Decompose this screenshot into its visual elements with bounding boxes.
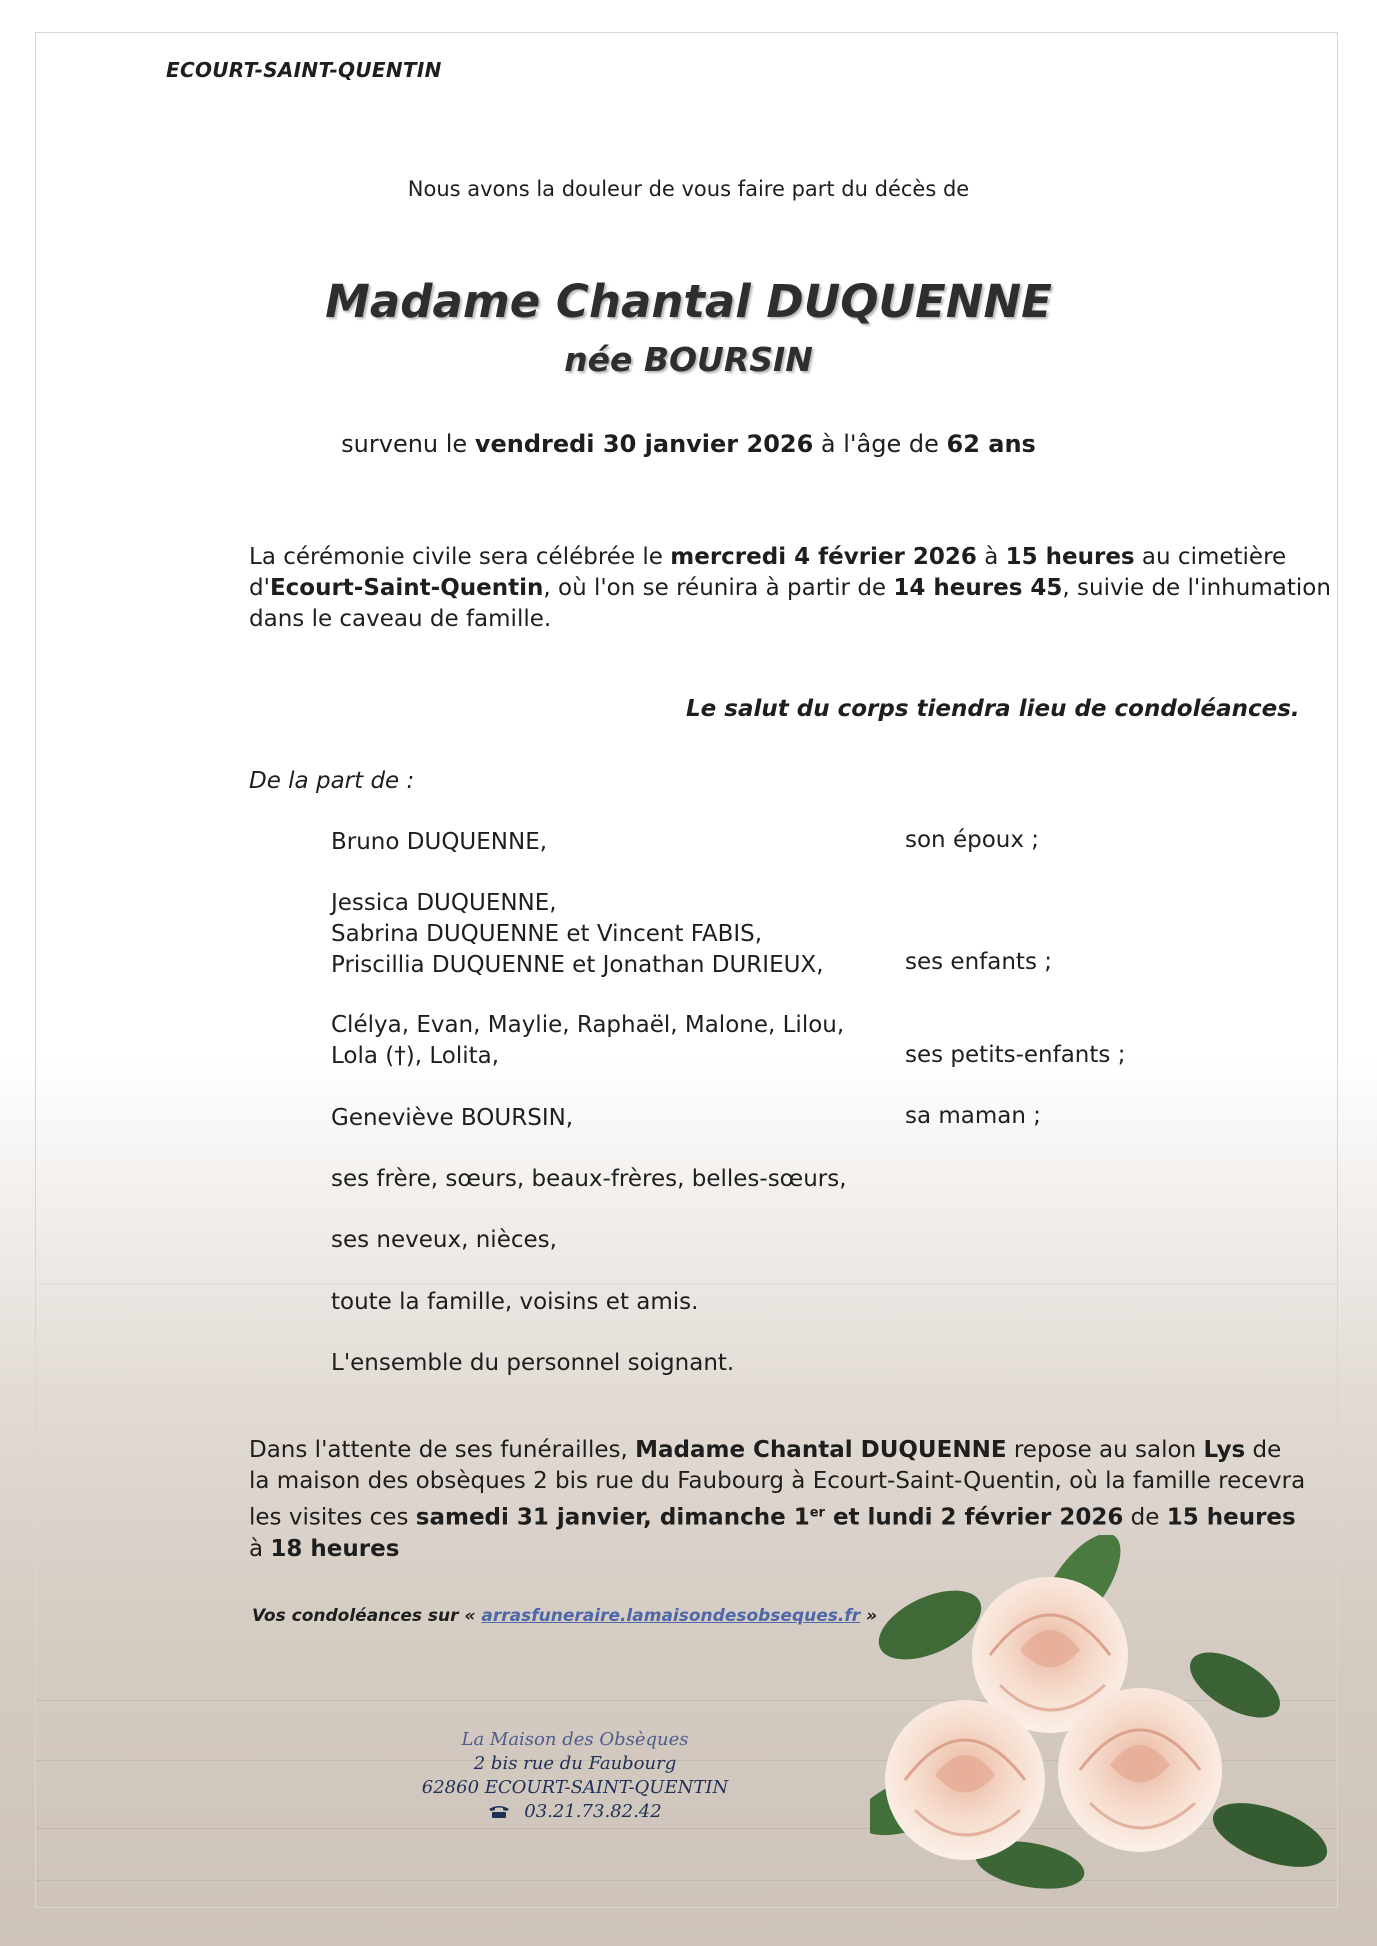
family-group-children: Jessica DUQUENNE, Sabrina DUQUENNE et Vincent FABIS, Priscillia DUQUENNE et Jonathan DURIEUX, [331,890,824,978]
family-others: toute la famille, voisins et amis. [331,1289,699,1315]
family-nephews: ses neveux, nièces, [331,1227,557,1253]
funeral-home-street: 2 bis rue du Faubourg [473,1753,677,1774]
telephone-icon [488,1804,510,1818]
relation-mother: sa maman ; [905,1103,1042,1129]
rose-right [1058,1688,1222,1852]
fold-line [35,1283,1338,1284]
de-la-part-label: De la part de : [249,768,415,794]
family-group-grandchildren: Clélya, Evan, Maylie, Raphaël, Malone, Lilou, Lola (†), Lolita, [331,1012,845,1069]
condolences-link[interactable]: arrasfuneraire.lamaisondesobseques.fr [481,1606,861,1626]
deceased-name: Madame Chantal DUQUENNE [325,275,1052,328]
intro-text: Nous avons la douleur de vous faire part du décès de [407,177,970,201]
roses-illustration [870,1535,1340,1915]
condolences-line: Vos condoléances sur « arrasfuneraire.lamaisondesobseques.fr » [252,1606,878,1626]
maiden-name: née BOURSIN [564,340,813,379]
family-group-mother: Geneviève BOURSIN, [331,1105,574,1131]
village-header: ECOURT-SAINT-QUENTIN [166,58,442,82]
family-group-spouse: Bruno DUQUENNE, [331,829,548,855]
salut-line: Le salut du corps tiendra lieu de condoléances. [686,696,1300,722]
funeral-home-city: 62860 ECOURT-SAINT-QUENTIN [421,1777,729,1798]
funeral-home-name: La Maison des Obsèques [461,1729,689,1750]
visits-paragraph: Dans l'attente de ses funérailles, Madame Chantal DUQUENNE repose au salon Lys de la maison des obsèques 2 bis rue du Faubourg à Ecourt-Saint-Quentin, où la famille recevra les visites ces samedi 31 janvier, dimanche 1er et lundi 2 février 2026 de 15 heures à 18 heures [249,1437,1306,1562]
care-staff: L'ensemble du personnel soignant. [331,1350,735,1376]
relation-spouse: son époux ; [905,827,1040,853]
death-line: survenu le vendredi 30 janvier 2026 à l'âge de 62 ans [341,430,1036,458]
relation-children: ses enfants ; [905,949,1052,975]
funeral-home-phone: 03.21.73.82.42 [524,1801,662,1822]
family-siblings: ses frère, sœurs, beaux-frères, belles-sœurs, [331,1166,847,1192]
ceremony-paragraph: La cérémonie civile sera célébrée le mercredi 4 février 2026 à 15 heures au cimetière d'Ecourt-Saint-Quentin, où l'on se réunira à partir de 14 heures 45, suivie de l'inhumation dans le caveau de famille. [249,544,1331,632]
rose-left [885,1700,1045,1860]
relation-grandchildren: ses petits-enfants ; [905,1042,1126,1068]
